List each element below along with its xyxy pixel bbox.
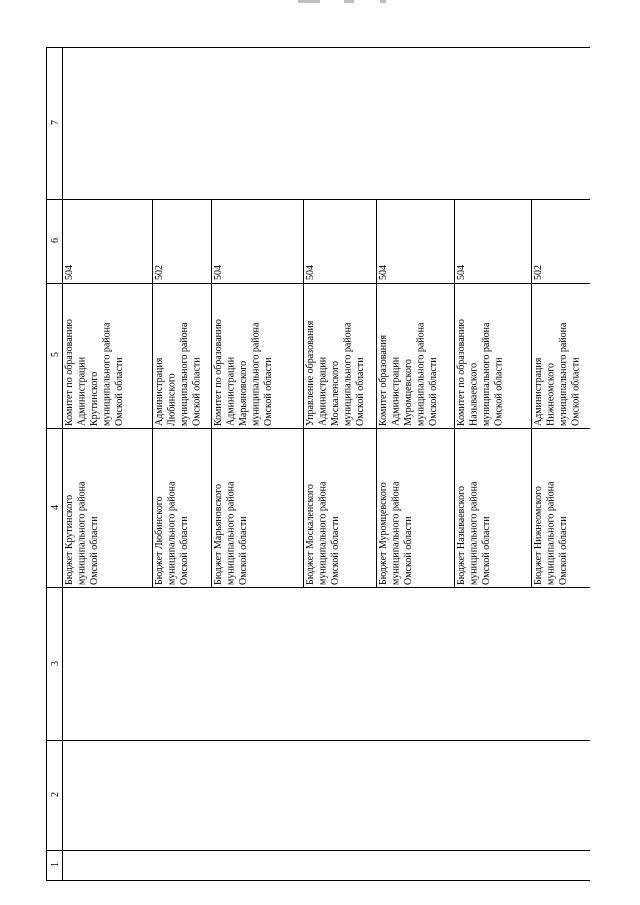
table-cell-budget: Бюджет Муромцевского муниципального района Омской области bbox=[378, 481, 414, 585]
table-border bbox=[46, 47, 590, 48]
table-cell-code: 502 bbox=[154, 265, 165, 280]
column-number-5: 5 bbox=[50, 352, 61, 358]
table-cell-administrator: Комитет по образованию Администрации Крутинского муниципального района Омской области bbox=[64, 319, 125, 426]
table-border bbox=[46, 880, 590, 881]
row-border bbox=[211, 199, 212, 588]
table-cell-code: 504 bbox=[64, 265, 75, 280]
table-cell-code: 504 bbox=[305, 265, 316, 280]
column-border bbox=[46, 740, 590, 741]
column-number-1: 1 bbox=[50, 862, 61, 868]
column-number-6: 6 bbox=[50, 238, 61, 244]
table-cell-administrator: Администрация Нижнеомского муниципального района Омской области bbox=[533, 322, 582, 426]
column-border bbox=[46, 199, 590, 200]
table-cell-budget: Бюджет Крутинского муниципального района Омской области bbox=[64, 481, 100, 585]
column-border bbox=[46, 283, 590, 284]
table-cell-code: 504 bbox=[378, 265, 389, 280]
table-cell-budget: Бюджет Москаленского муниципального района Омской области bbox=[305, 481, 341, 585]
row-border bbox=[454, 199, 455, 588]
table-cell-budget: Бюджет Марьяновского муниципального района Омской области bbox=[213, 481, 249, 585]
row-border bbox=[376, 199, 377, 588]
table-cell-budget: Бюджет Любинского муниципального района Омской области bbox=[154, 481, 190, 585]
table-cell-budget: Бюджет Называевского муниципального района Омской области bbox=[456, 481, 492, 585]
column-number-4: 4 bbox=[50, 505, 61, 511]
column-number-7: 7 bbox=[50, 120, 61, 126]
table-cell-administrator: Администрация Любинского муниципального района Омской области bbox=[154, 322, 203, 426]
row-border bbox=[152, 199, 153, 588]
column-border bbox=[46, 428, 590, 429]
column-border bbox=[46, 850, 590, 851]
table-cell-budget: Бюджет Нижнеомского муниципального района Омской области bbox=[533, 481, 569, 585]
row-border bbox=[531, 199, 532, 588]
table-cell-administrator: Комитет образования Администрации Муромцевского муниципального района Омской области bbox=[378, 322, 439, 426]
table-cell-administrator: Управление образования Администрации Москаленского муниципального района Омской области bbox=[305, 320, 366, 426]
row-border bbox=[303, 199, 304, 588]
column-border bbox=[46, 587, 590, 588]
column-number-2: 2 bbox=[50, 792, 61, 798]
table-border bbox=[46, 47, 47, 881]
table-cell-administrator: Комитет по образованию Администрации Марьяновского муниципального района Омской области bbox=[213, 319, 274, 426]
column-number-3: 3 bbox=[50, 661, 61, 667]
table-cell-code: 504 bbox=[213, 265, 224, 280]
table-cell-code: 504 bbox=[456, 265, 467, 280]
header-separator bbox=[62, 47, 63, 881]
table-cell-code: 502 bbox=[533, 265, 544, 280]
table-cell-administrator: Комитет по образованию Называевского муниципального района Омской области bbox=[456, 319, 505, 426]
